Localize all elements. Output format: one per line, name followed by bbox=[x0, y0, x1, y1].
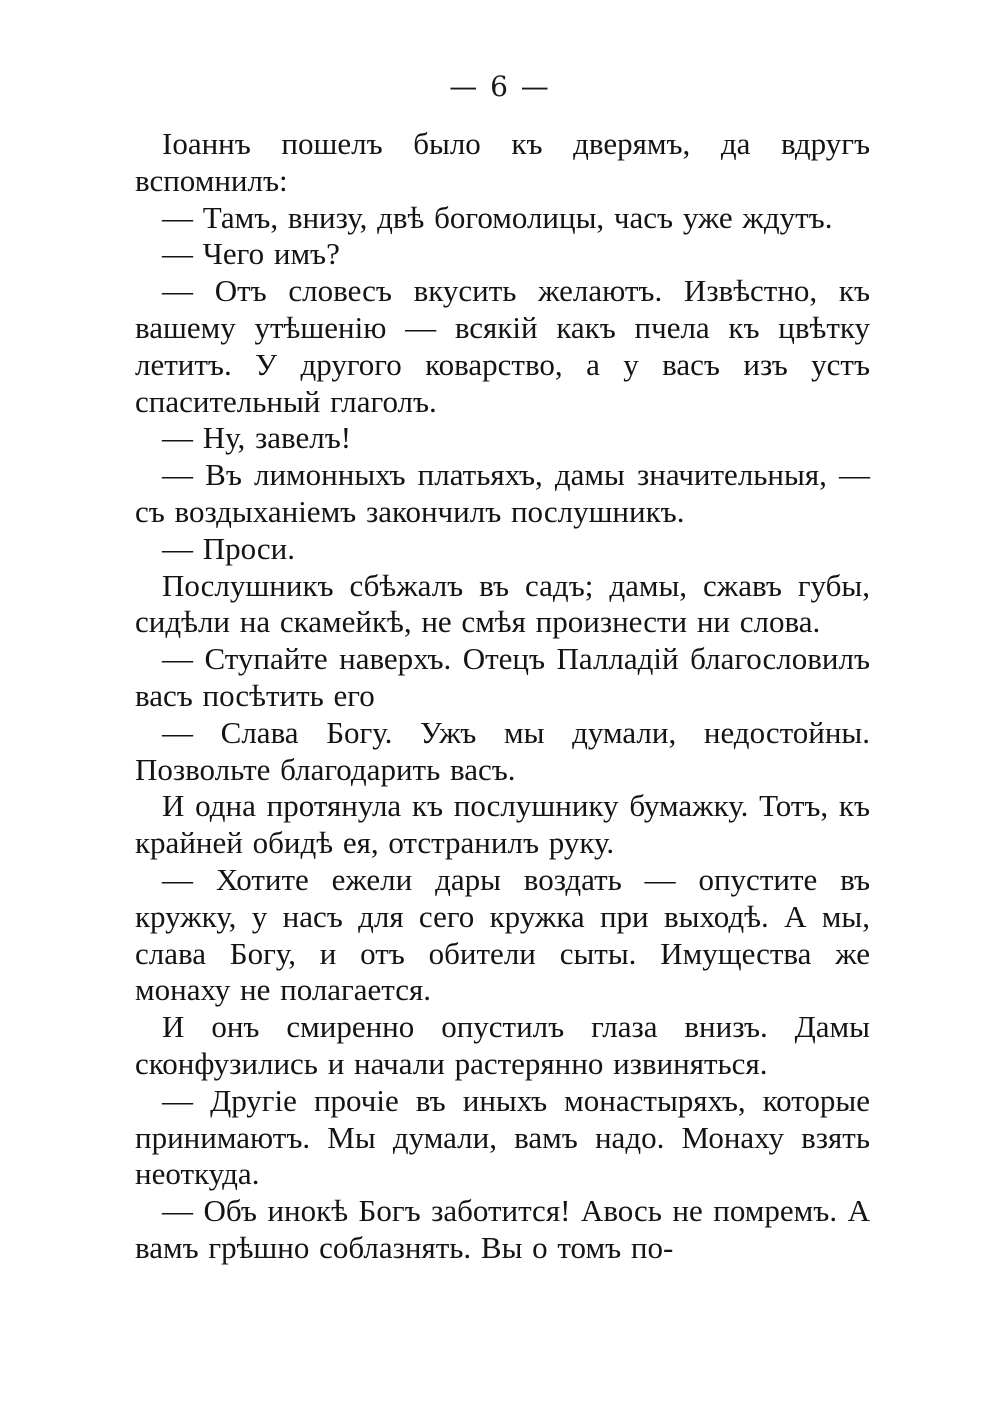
page-number: — 6 — bbox=[449, 70, 551, 103]
paragraph: — Ну, завелъ! bbox=[162, 420, 352, 456]
paragraph: — Другіе прочіе въ иныхъ монастыряхъ, которые принимаютъ. Мы думали, вамъ надо. Монаху взять неоткуда. bbox=[135, 1082, 870, 1192]
paragraph: — Объ инокѣ Богъ заботится! Авось не помремъ. А вамъ грѣшно соблазнять. Вы о томъ по- bbox=[135, 1193, 870, 1265]
paragraph: — Ступайте наверхъ. Отецъ Палладій благословилъ васъ посѣтить его bbox=[135, 641, 870, 713]
paragraph: Іоаннъ пошелъ было къ дверямъ, да вдругъ вспомнилъ: bbox=[135, 126, 870, 198]
paragraph: — Отъ словесъ вкусить желаютъ. Извѣстно, къ вашему утѣшенію — всякій какъ пчела къ цвѣтку летитъ. У другого коварство, а у васъ изъ устъ спасительный глаголъ. bbox=[135, 273, 870, 419]
paragraph: — Въ лимонныхъ платьяхъ, дамы значительныя, — съ воздыханіемъ закончилъ послушникъ. bbox=[135, 457, 870, 529]
paragraph: И онъ смиренно опустилъ глаза внизъ. Дамы сконфузились и начали растерянно извиняться. bbox=[135, 1009, 870, 1081]
paragraph: И одна протянула къ послушнику бумажку. Тотъ, къ крайней обидѣ ея, отстранилъ руку. bbox=[135, 788, 870, 861]
paragraph: — Слава Богу. Ужъ мы думали, недостойны. Позвольте благодарить васъ. bbox=[135, 714, 870, 787]
paragraph: — Проси. bbox=[162, 530, 296, 566]
paragraph: — Хотите ежели дары воздать — опустите въ кружку, у насъ для сего кружка при выходѣ. А мы, слава Богу, и отъ обители сыты. Имущества же монаху не полагается. bbox=[135, 861, 870, 1008]
paragraph: — Чего имъ? bbox=[162, 236, 340, 272]
body-text bbox=[135, 126, 870, 1267]
paragraph: Послушникъ сбѣжалъ въ садъ; дамы, сжавъ губы, сидѣли на скамейкѣ, не смѣя произнести ни слова. bbox=[135, 567, 870, 640]
paragraph: — Тамъ, внизу, двѣ богомолицы, часъ уже ждутъ. bbox=[162, 199, 833, 235]
